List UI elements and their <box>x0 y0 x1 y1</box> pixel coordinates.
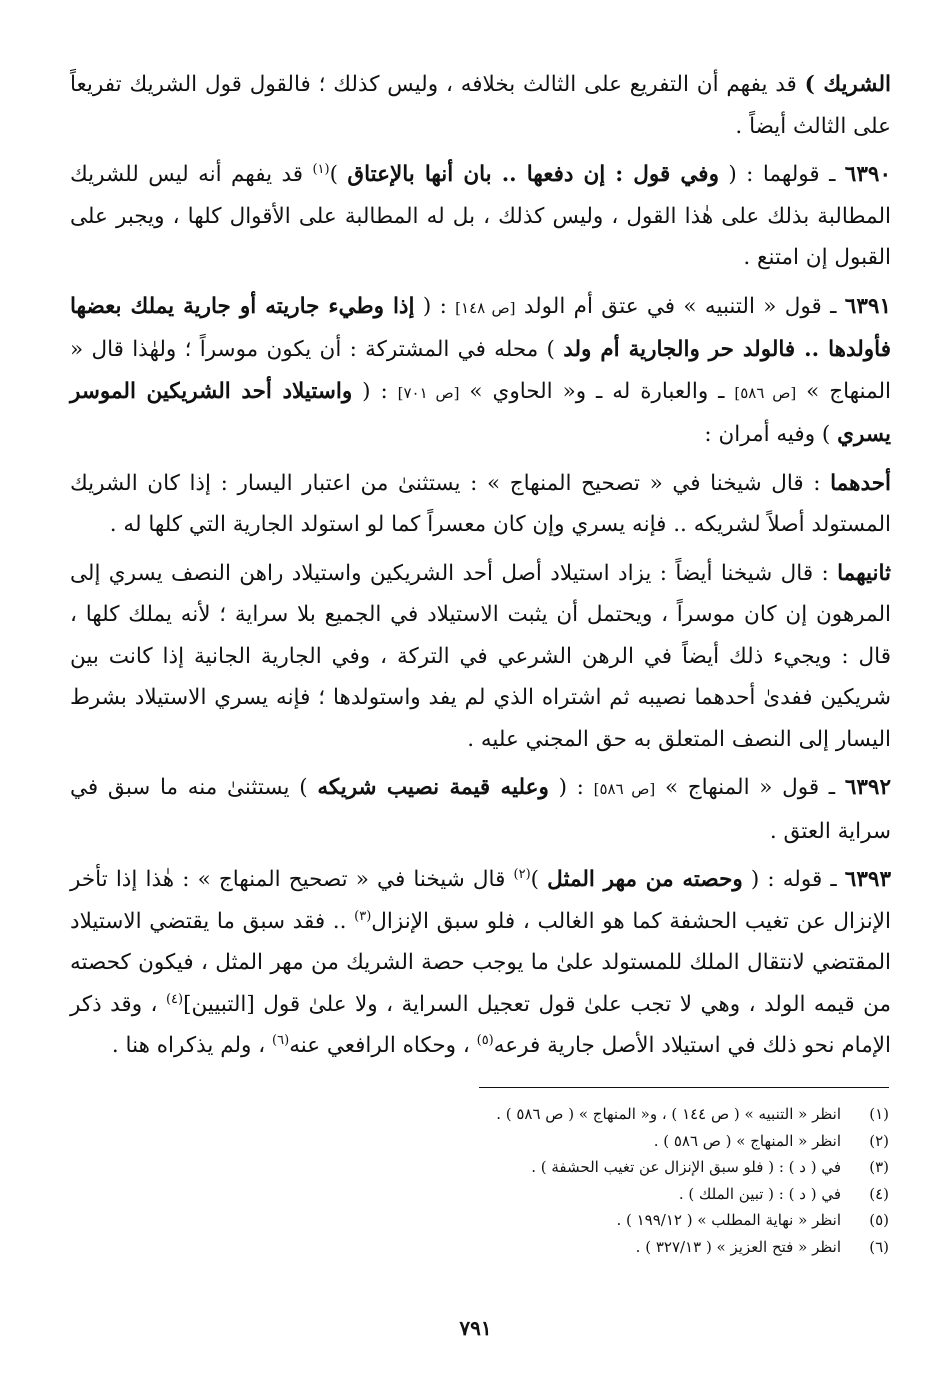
paragraph-text: : قال شيخنا أيضاً : يزاد استيلاد أصل أحد الشريكين واستيلاد راهن النصف يسري إلى المرهون إن كان موسراً ، ويحتمل أن يثبت الاستيلاد في الجميع بلا سراية ؛ لأنه يملك كلها ، قال : ويجيء ذلك أيضاً في الرهن الشرعي في التركة ، وفي الجارية الجانية إذا كانت بين شريكين ففدىٰ أحدهما نصيبه ثم اشتراه الذي لم يفد واستولدها ؛ فإنه يسري الاستيلاد بشرط اليسار إلى النصف المتعلق به حق المجني عليه . <box>70 560 891 752</box>
issue-number: ٦٣٩٠ <box>844 162 891 187</box>
issue-number: ٦٣٩١ <box>844 293 891 319</box>
paragraph-text: ، وقد ذكر الإمام نحو ذلك في استيلاد الأصل جارية فرعه <box>70 991 891 1058</box>
paragraph-text: قد يفهم أنه ليس للشريك المطالبة بذلك على هٰذا القول ، وليس كذلك ، بل له المطالبة على الأقوال كلها ، ويجبر على القبول إن امتنع . <box>70 162 891 270</box>
page-reference: [ص ٥٨٦] <box>593 780 656 798</box>
paragraph-text: ) <box>329 162 348 187</box>
footnote-ref[interactable]: (٥) <box>476 1032 494 1048</box>
bold-lead: الشريك ) <box>804 72 891 97</box>
footnote-text: انظر « التنبيه » ( ص ١٤٤ ) ، و« المنهاج » ( ص ٥٨٦ ) . <box>496 1105 841 1123</box>
quoted-text: وحصته من مهر المثل <box>547 867 743 892</box>
paragraph-text: .. فقد سبق ما يقتضي الاستيلاد المقتضي لانتقال الملك للمستولد علىٰ ما يوجب حصة الشريك من مهر المثل ، فيكون كحصته من قيمه الولد ، وهي لا تجب علىٰ قول تعجيل السراية ، ولا علىٰ قول [التبيين] <box>70 908 892 1017</box>
footnote-number: (١) <box>869 1105 889 1123</box>
page-number: ٧٩١ <box>459 1316 492 1340</box>
bold-lead: ثانيهما <box>837 560 891 586</box>
quoted-text: واستيلاد أحد الشريكين الموسر يسري <box>70 378 891 447</box>
paragraph-text: ) <box>530 867 548 892</box>
issue-number: ٦٣٩٣ <box>844 867 891 892</box>
paragraph-text: قد يفهم أن التفريع على الثالث بخلافه ، وليس كذلك ؛ فالقول قول الشريك تفريعاً على الثالث أيضاً . <box>70 72 891 139</box>
paragraph-text: ـ قوله : ( <box>742 867 845 892</box>
footnote <box>70 1181 889 1208</box>
footnote-text: انظر « فتح العزيز » ( ٣٢٧/١٣ ) . <box>635 1237 841 1256</box>
footnote-number: (٤) <box>869 1184 889 1203</box>
footnote-ref[interactable]: (٣) <box>354 908 372 924</box>
paragraph-text: : ( <box>414 293 456 319</box>
page-reference: [ص ١٤٨] <box>455 298 516 317</box>
paragraph-text: : ( <box>548 775 594 800</box>
footnote-text: في ( د ) : ( تبين الملك ) . <box>678 1184 841 1203</box>
paragraph-text: ، ولم يذكراه هنا . <box>111 1033 273 1058</box>
paragraph-text: ) يستثنىٰ منه ما سبق في سراية العتق . <box>70 775 891 844</box>
paragraph-text: ) وفيه أمران : <box>704 422 838 447</box>
footnote <box>70 1207 889 1234</box>
paragraph-text: ـ قول « التنبيه » في عتق أم الولد <box>515 293 845 319</box>
footnote-text: انظر « المنهاج » ( ص ٥٨٦ ) . <box>653 1131 841 1150</box>
paragraph <box>70 154 891 279</box>
footnote-text: انظر « نهاية المطلب » ( ١٩٩/١٢ ) . <box>616 1211 841 1229</box>
paragraph-text: ـ قول « المنهاج » <box>655 775 845 800</box>
paragraph-text: ـ قولهما : ( <box>718 162 845 187</box>
quoted-text: إذا وطيء جاريته أو جارية يملك بعضها فأولدها .. فالولد حر والجارية أم ولد <box>70 293 891 362</box>
paragraph <box>70 463 891 546</box>
paragraph-text: : قال شيخنا في « تصحيح المنهاج » : يستثنىٰ من اعتبار اليسار : إذا كان الشريك المستولد أصلاً لشريكه .. فإنه يسري وإن كان معسراً كما لو استولد الجارية التي كلها له . <box>70 470 891 537</box>
bold-lead: أحدهما <box>830 470 891 496</box>
footnote-ref[interactable]: (٢) <box>513 866 531 882</box>
paragraph-text: قال شيخنا في « تصحيح المنهاج » : هٰذا إذا تأخر الإنزال عن تغيب الحشفة كما هو الغالب ، فلو سبق الإنزال <box>70 867 892 934</box>
footnote-number: (٣) <box>869 1158 889 1176</box>
page-reference: [ص ٥٨٦] <box>734 383 797 402</box>
paragraph <box>70 859 891 1067</box>
paragraph-text: ، وحكاه الرافعي عنه <box>289 1033 477 1058</box>
footnote-ref[interactable]: (١) <box>312 161 330 177</box>
page-reference: [ص ٧٠١] <box>397 383 460 402</box>
footnote-number: (٦) <box>869 1237 889 1256</box>
quoted-text: وعليه قيمة نصيب شريكه <box>317 775 549 800</box>
paragraph <box>70 64 891 147</box>
paragraph-text: ـ والعبارة له ـ و« الحاوي » <box>459 378 735 404</box>
main-text <box>70 64 891 1067</box>
issue-number: ٦٣٩٢ <box>844 775 892 800</box>
paragraph-text: ) محله في المشتركة : أن يكون موسراً ؛ ولهٰذا قال « المنهاج » <box>70 337 891 404</box>
paragraph <box>70 767 891 852</box>
paragraph <box>70 286 891 456</box>
footnote <box>70 1101 889 1128</box>
footnotes <box>70 1101 889 1260</box>
footnote-ref[interactable]: (٦) <box>272 1032 290 1048</box>
paragraph <box>70 553 891 761</box>
footnote <box>70 1154 889 1181</box>
footnote-divider <box>479 1087 889 1088</box>
footnote-ref[interactable]: (٤) <box>165 991 184 1007</box>
quoted-text: وفي قول : إن دفعها .. بان أنها بالإعتاق <box>347 162 719 187</box>
footnote <box>70 1234 889 1261</box>
footnote-number: (٥) <box>869 1211 889 1229</box>
paragraph-text: : ( <box>352 378 398 404</box>
footnote <box>70 1128 889 1155</box>
footnote-number: (٢) <box>869 1131 889 1150</box>
footnote-text: في ( د ) : ( فلو سبق الإنزال عن تغيب الحشفة ) . <box>531 1158 841 1176</box>
